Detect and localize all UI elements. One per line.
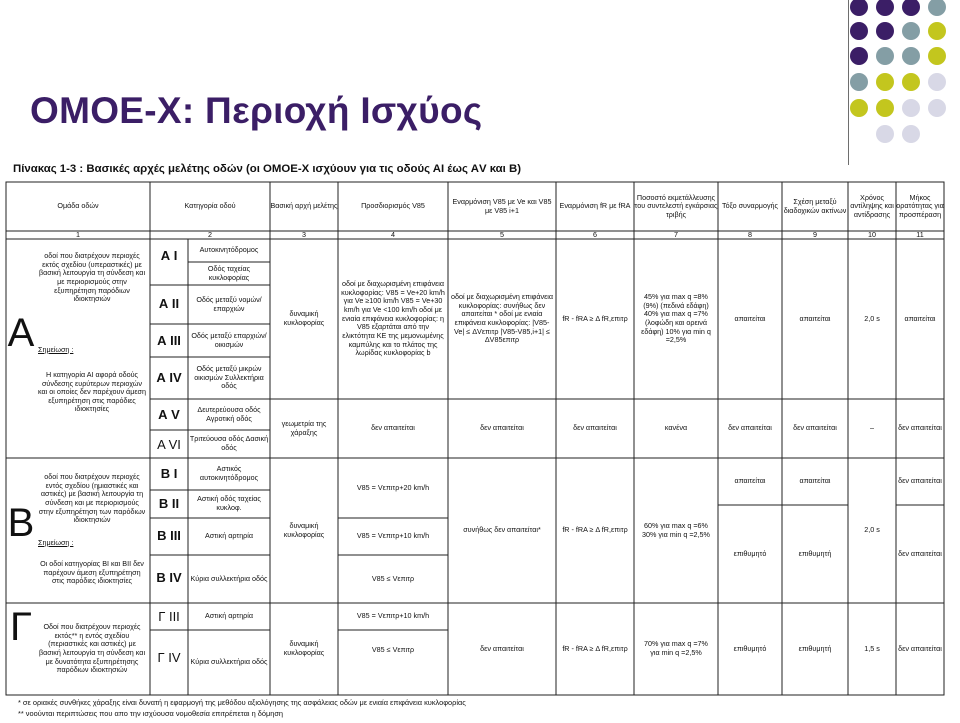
a-harmonization-v85: οδοί με διαχωρισμένη επιφάνεια κυκλοφορίας: συνήθως δεν απαιτείται * οδοί με ενιαία επιφάνεια κυκλοφορίας: |V85-Ve| ≤ ΔVεπιτρ |V85-V85,i+1| ≤ ΔV85επιτρ — [450, 292, 554, 345]
b-passing-sight-top: δεν απαιτείται — [898, 476, 942, 486]
a-principle: δυναμική κυκλοφορίας — [283, 309, 325, 327]
a-friction-percent: 45% για max q =8% (9%) (πεδινά εδάφη) 40% για max q =7% (λοφώδη και ορεινά εδάφη) 10% για min q =2,5% — [641, 292, 711, 345]
category-code-b4: Β ΙV — [156, 570, 182, 586]
group-letter-b: Β — [7, 501, 35, 545]
category-name: Αστικός αυτοκινητόδρομος — [199, 464, 259, 482]
col-number: 4 — [391, 231, 395, 239]
av-v85: δεν απαιτείται — [371, 423, 415, 433]
category-code-b3: Β ΙΙΙ — [157, 528, 181, 544]
category-name: Αυτοκινητόδρομος — [199, 245, 259, 255]
category-code-a4: Α ΙV — [156, 370, 182, 386]
a-radii-relation: απαιτείται — [799, 313, 831, 323]
b-principle: δυναμική κυκλοφορίας — [283, 520, 325, 539]
slide-title: ΟΜΟΕ-Χ: Περιοχή Ισχύος — [30, 90, 483, 131]
col-number: 2 — [208, 231, 212, 239]
g-reaction-time: 1,5 s — [864, 643, 880, 653]
g-friction-percent: 70% για max q =7% για min q =2,5% — [644, 639, 708, 657]
header-transition-curve: Τόξο συναρμογής — [721, 201, 778, 211]
header-harmonization-fr: Εναρμόνιση fR με fRA — [559, 201, 631, 211]
category-code-a1: Α Ι — [160, 248, 178, 264]
av-principle: γεωμετρία της χάραξης — [281, 418, 327, 437]
header-passing-sight: Μήκος ορατότητας για προσπέραση — [896, 192, 944, 219]
col-number: 10 — [868, 231, 876, 239]
group-b-note-title: Σημείωση : — [38, 538, 74, 547]
category-name: Οδός μεταξύ επαρχιών/ οικισμών — [191, 330, 267, 349]
group-letter-a: Α — [7, 311, 35, 355]
g-passing-sight: δεν απαιτείται — [898, 643, 942, 653]
a-transition-curve: απαιτείται — [734, 313, 766, 323]
col-number: 1 — [76, 231, 80, 239]
header-v85: Προσδιορισμός V85 — [361, 201, 425, 211]
category-code-a6: Α VI — [157, 437, 181, 453]
category-name: Δευτερεύουσα οδός Αγροτική οδός — [197, 404, 261, 423]
category-code-b2: Β ΙΙ — [158, 496, 180, 512]
category-name: Αστική οδός ταχείας κυκλοφ. — [197, 494, 261, 512]
header-basic-principle: Βασική αρχή μελέτης — [270, 201, 338, 211]
group-letter-g: Γ — [9, 605, 33, 649]
g-principle: δυναμική κυκλοφορίας — [283, 639, 325, 657]
b-v85-row1: V85 = Vεπιτρ+20 km/h — [356, 482, 430, 492]
category-name: Οδός μεταξύ μικρών οικισμών Συλλεκτήρια οδός — [194, 364, 264, 391]
category-name: Αστική αρτηρία — [204, 531, 254, 541]
category-code-b1: Β Ι — [160, 466, 178, 482]
b-passing-sight-bottom: δεν απαιτείται — [898, 548, 942, 558]
col-number: 11 — [916, 231, 924, 239]
header-reaction-time: Χρόνος αντίληψης και αντίδρασης — [850, 192, 894, 219]
a-v85: οδοί με διαχωρισμένη επιφάνεια κυκλοφορίας: V85 = Ve+20 km/h για Ve ≥100 km/h V85 = Ve+30 km/h για Ve <100 km/h οδοί με ενιαία επιφάνεια κυκλοφορίας: η V85 εξαρτάται από την ελικτότητα KE της μεμονωμένης καμπύλης και το πλάτος της λωρίδας κυκλοφορίας b — [341, 279, 445, 358]
g-v85-row1: V85 = Vεπιτρ+10 km/h — [356, 611, 430, 621]
group-b-note: Οι οδοί κατηγορίας ΒΙ και ΒΙΙ δεν παρέχουν άμεση εξυπηρέτηση στις παρόδιες ιδιοκτησίες — [40, 559, 144, 586]
b-harmonization-v85: συνήθως δεν απαιτείται* — [463, 525, 541, 535]
b-transition-curve-bottom: επιθυμητό — [733, 548, 767, 558]
av-passing-sight: δεν απαιτείται — [898, 423, 942, 433]
col-number: 8 — [748, 231, 752, 239]
av-harmonization-v85: δεν απαιτείται — [480, 423, 524, 433]
b-v85-row2: V85 = Vεπιτρ+10 km/h — [356, 531, 430, 541]
av-transition-curve: δεν απαιτείται — [728, 423, 772, 433]
category-name: Κύρια συλλεκτήρια οδός — [190, 657, 268, 667]
b-transition-curve-top: απαιτείται — [734, 476, 766, 486]
col-number: 5 — [500, 231, 504, 239]
table-caption: Πίνακας 1-3 : Βασικές αρχές μελέτης οδών (οι ΟΜΟΕ-Χ ισχύουν για τις οδούς ΑΙ έως ΑV και Β) — [13, 163, 522, 175]
b-v85-row3: V85 ≤ Vεπιτρ — [371, 573, 415, 583]
b-harmonization-fr: fR - fRA ≥ Δ fR,επιτρ — [562, 525, 628, 535]
av-reaction-time: – — [870, 423, 874, 433]
g-radii-relation: επιθυμητή — [798, 643, 832, 653]
category-name: Αστική αρτηρία — [204, 611, 254, 621]
b-friction-percent: 60% για max q =6% 30% για min q =2,5% — [642, 520, 710, 539]
category-code-g3: Γ ΙΙΙ — [158, 609, 180, 625]
header-group: Ομάδα οδών — [57, 201, 99, 211]
header-friction-percent: Ποσοστό εκμετάλλευσης του συντελεστή εγκάρσιας τριβής — [634, 192, 718, 219]
b-radii-relation-bottom: επιθυμητή — [798, 548, 832, 558]
header-category: Κατηγορία οδού — [184, 201, 236, 211]
header-harmonization-v85: Εναρμόνιση V85 με Ve και V85 με V85 i+1 — [452, 196, 552, 215]
category-code-a3: Α ΙΙΙ — [157, 333, 181, 349]
av-radii-relation: δεν απαιτείται — [793, 423, 837, 433]
category-name: Οδός μεταξύ νομών/επαρχιών — [196, 294, 262, 313]
col-number: 9 — [813, 231, 817, 239]
group-a-note-title: Σημείωση : — [38, 345, 74, 354]
category-name: Κύρια συλλεκτήρια οδός — [190, 573, 268, 583]
header-radii-relation: Σχέση μεταξύ διαδοχικών ακτίνων — [783, 196, 847, 215]
av-harmonization-fr: δεν απαιτείται — [573, 423, 617, 433]
a-reaction-time: 2,0 s — [864, 313, 880, 323]
g-transition-curve: επιθυμητό — [733, 643, 767, 653]
footnote-2: ** νοούνται περιπτώσεις που απο την ισχύουσα νομοθεσία επιτρέπεται η δόμηση — [18, 709, 284, 718]
group-b-description: οδοί που διατρέχουν περιοχές εντός σχεδίου (ημιαστικές και αστικές) με βασική λειτουργία τη σύνδεση και με περιορισμούς στην εξυπηρέτηση των παρόδιων ιδιοκτησιών — [38, 472, 146, 525]
g-harmonization-v85: δεν απαιτείται — [480, 643, 524, 653]
col-number: 7 — [674, 231, 678, 239]
category-code-a5: Α V — [158, 407, 180, 423]
category-code-a2: Α ΙΙ — [158, 296, 180, 312]
group-g-description: Οδοί που διατρέχουν περιοχές εκτός** η εντός σχεδίου (περιαστικές και αστικές) με βασική λειτουργία τη σύνδεση και με δυνατότητα εξυπηρέτησης παρόδιων ιδιοκτησιών — [38, 622, 146, 675]
group-a-note: Η κατηγορία ΑΙ αφορά οδούς σύνδεσης ευρύτερων περιοχών και οι οποίες δεν παρέχουν άμεση εξυπηρέτηση στις παρόδιες ιδιοκτησίες — [38, 369, 146, 414]
col-number: 6 — [593, 231, 597, 239]
b-radii-relation-top: απαιτείται — [799, 476, 831, 486]
category-name: Τριτεύουσα οδός Δασική οδός — [189, 434, 269, 452]
a-harmonization-fr: fR - fRA ≥ Δ fR,επιτρ — [562, 313, 628, 323]
footnote-1: * σε οριακές συνθήκες χάραξης είναι δυνατή η εφαρμογή της μεθόδου αξιολόγησης της ασφάλειας οδών με ενιαία επιφάνεια κυκλοφορίας — [18, 698, 466, 707]
b-reaction-time: 2,0 s — [864, 525, 880, 535]
category-name: Οδός ταχείας κυκλοφορίας — [207, 263, 251, 282]
a-passing-sight: απαιτείται — [904, 313, 936, 323]
category-code-g4: Γ ΙV — [157, 650, 181, 666]
group-a-description: οδοί που διατρέχουν περιοχές εκτός σχεδίου (υπεραστικές) με βασική λειτουργία τη σύνδεση και με περιορισμούς στην εξυπηρέτηση παρόδιων ιδιοκτησιών — [38, 251, 146, 304]
g-harmonization-fr: fR - fRA ≥ Δ fR,επιτρ — [562, 643, 628, 653]
av-friction-percent: κανένα — [664, 423, 688, 433]
col-number: 3 — [302, 231, 306, 239]
g-v85-row2: V85 ≤ Vεπιτρ — [371, 644, 415, 654]
